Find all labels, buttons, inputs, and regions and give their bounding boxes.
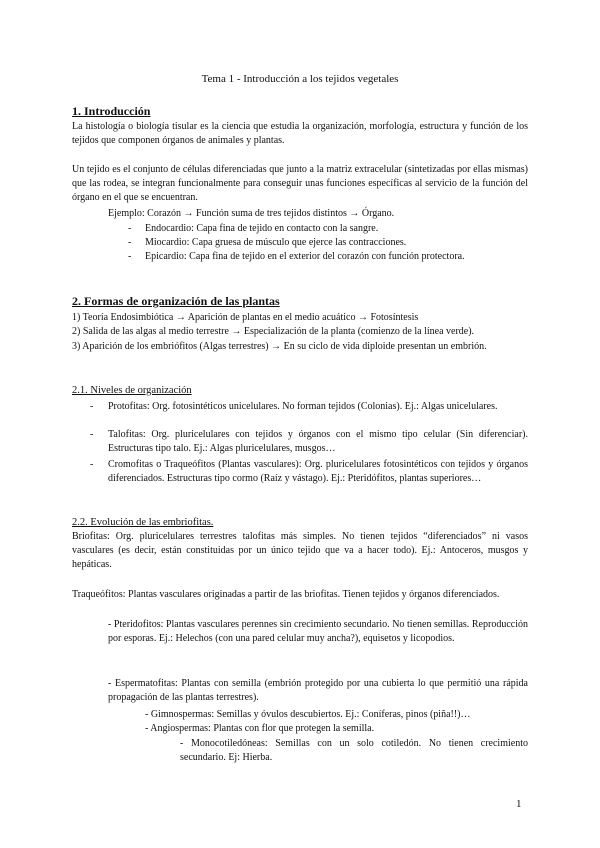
list-item-gimnospermas: - Gimnospermas: Semillas y óvulos descubiertos. Ej.: Coníferas, pinos (piña!!)… [145,709,471,720]
bullet-dash: - [90,459,94,470]
page-title: Tema 1 - Introducción a los tejidos vegetales [201,73,399,85]
bullet-dash: - [128,237,132,248]
section-heading-introduccion: 1. Introducción [72,104,151,118]
paragraph-briofitas: Briofitas: Org. pluricelulares terrestres talofitas más simples. No tienen tejidos “diferenciados” ni vasos vasculares (es decir, están constituidas por un único tejido que va a hacer todo). Ej.: Antoceros, musgos y hepáticas. [72,531,528,570]
paragraph-espermatofitas: - Espermatofitas: Plantas con semilla (embrión protegido por una cubierta lo que permitió una rápida propagación de las plantas terrestres). [108,678,528,703]
paragraph-tejido: Un tejido es el conjunto de células diferenciadas que junto a la matriz extracelular (sintetizadas por ellas mismas) que las rodea, se integran funcionalmente para conseguir unas funciones específicas al servicio de la función del órgano en el que se encuentran. [72,164,528,203]
list-item: Cromofitas o Traqueófitos (Plantas vasculares): Org. pluricelulares fotosintéticos con tejidos y órganos diferenciados. Estructuras tipo cormo (Raíz y vástago). Ej.: Pteridófitos, plantas superiores… [108,459,528,484]
paragraph-traqueofitos: Traqueófitos: Plantas vasculares originadas a partir de las briofitas. Tienen tejidos y órganos diferenciados. [72,589,500,600]
page-number: 1 [516,798,522,810]
list-item: Protofitas: Org. fotosintéticos unicelulares. No forman tejidos (Colonias). Ej.: Algas unicelulares. [108,401,498,412]
subheading-niveles: 2.1. Niveles de organización [72,385,192,396]
list-item: Endocardio: Capa fina de tejido en contacto con la sangre. [145,223,379,234]
example-line: Ejemplo: Corazón → Función suma de tres tejidos distintos → Órgano. [108,208,395,219]
subheading-evolucion: 2.2. Evolución de las embriofitas. [72,517,214,528]
list-item-monocotiledoneas: - Monocotiledóneas: Semillas con un solo cotiledón. No tienen crecimiento secundario. Ej: Hierba. [180,738,528,763]
bullet-dash: - [90,401,94,412]
evolution-line-1: 1) Teoría Endosimbiótica → Aparición de plantas en el medio acuático → Fotosíntesis [72,312,419,323]
bullet-dash: - [90,429,94,440]
section-heading-formas: 2. Formas de organización de las plantas [72,294,280,308]
evolution-line-3: 3) Aparición de los embriófitos (Algas terrestres) → En su ciclo de vida diploide presentan un embrión. [72,341,487,352]
bullet-dash: - [128,251,132,262]
bullet-dash: - [128,223,132,234]
evolution-line-2: 2) Salida de las algas al medio terrestre → Especialización de la planta (comienzo de la línea verde). [72,326,475,337]
list-item: Miocardio: Capa gruesa de músculo que ejerce las contracciones. [145,237,407,248]
paragraph-pteridofitos: - Pteridofitos: Plantas vasculares perennes sin crecimiento secundario. No tienen semillas. Reproducción por esporas. Ej.: Helechos (con una pared celular muy ancha?), equisetos y licopodios. [108,619,528,644]
list-item: Epicardio: Capa fina de tejido en el exterior del corazón con función protectora. [145,251,465,262]
paragraph-histologia: La histología o biología tisular es la ciencia que estudia la organización, morfología, estructura y función de los tejidos que componen órganos de animales y plantas. [72,121,528,146]
list-item-angiospermas: - Angiospermas: Plantas con flor que protegen la semilla. [145,723,375,734]
list-item: Talofitas: Org. pluricelulares con tejidos y órganos con el mismo tipo celular (Sin diferenciar). Estructuras tipo talo. Ej.: Algas pluricelulares, musgos… [108,429,528,454]
